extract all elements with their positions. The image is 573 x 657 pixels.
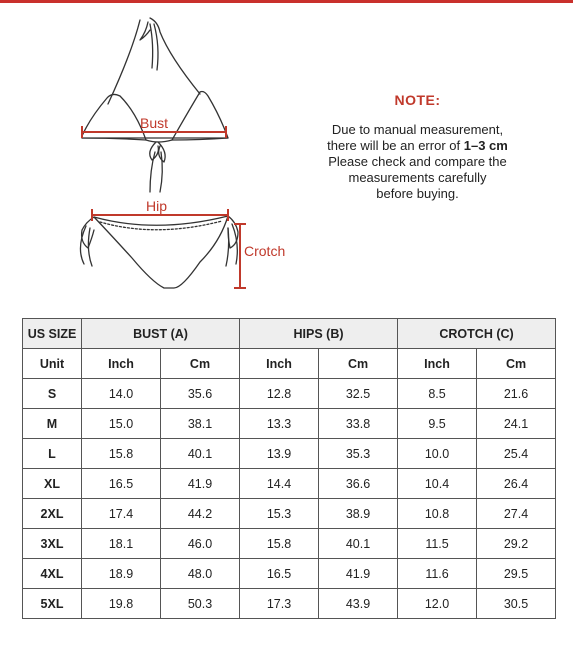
note-line-1: Due to manual measurement, [331,122,504,137]
value-cell: 15.8 [82,439,161,469]
value-cell: 14.0 [82,379,161,409]
value-cell: 43.9 [319,589,398,619]
value-cell: 8.5 [398,379,477,409]
value-cell: 46.0 [161,529,240,559]
value-cell: 11.5 [398,529,477,559]
value-cell: 40.1 [161,439,240,469]
size-cell: M [23,409,82,439]
crotch-label: Crotch [244,243,286,259]
value-cell: 17.3 [240,589,319,619]
value-cell: 30.5 [477,589,556,619]
table-row [23,499,556,529]
value-cell: 29.2 [477,529,556,559]
note-body [300,122,535,202]
value-cell: 21.6 [477,379,556,409]
table-row [23,529,556,559]
note-block [300,92,535,202]
value-cell: 13.3 [240,409,319,439]
value-cell: 25.4 [477,439,556,469]
us-size-header: US SIZE [23,319,82,349]
value-cell: 36.6 [319,469,398,499]
value-cell: 29.5 [477,559,556,589]
value-cell: 35.3 [319,439,398,469]
unit-cell: Cm [319,349,398,379]
hips-group-header: HIPS (B) [240,319,398,349]
hip-label: Hip [146,198,168,214]
value-cell: 40.1 [319,529,398,559]
size-cell: XL [23,469,82,499]
bikini-illustration [60,12,300,297]
note-error-range: 1–3 cm [463,138,508,153]
value-cell: 32.5 [319,379,398,409]
value-cell: 38.9 [319,499,398,529]
value-cell: 14.4 [240,469,319,499]
value-cell: 41.9 [161,469,240,499]
value-cell: 15.0 [82,409,161,439]
unit-header: Unit [23,349,82,379]
bust-group-header: BUST (A) [82,319,240,349]
value-cell: 12.8 [240,379,319,409]
value-cell: 16.5 [82,469,161,499]
size-chart-table [22,318,556,619]
size-cell: L [23,439,82,469]
value-cell: 17.4 [82,499,161,529]
left-strap [108,20,140,104]
value-cell: 15.3 [240,499,319,529]
unit-header-row [23,349,556,379]
size-cell: S [23,379,82,409]
unit-cell: Inch [82,349,161,379]
left-cup [82,94,146,140]
value-cell: 26.4 [477,469,556,499]
value-cell: 10.4 [398,469,477,499]
bottom-piece [94,216,228,288]
value-cell: 48.0 [161,559,240,589]
table-row [23,589,556,619]
value-cell: 12.0 [398,589,477,619]
value-cell: 27.4 [477,499,556,529]
value-cell: 38.1 [161,409,240,439]
unit-cell: Inch [240,349,319,379]
bust-label: Bust [140,115,169,131]
note-line-5: before buying. [376,186,459,201]
note-line-4: measurements carefully [348,170,487,185]
value-cell: 11.6 [398,559,477,589]
size-cell: 2XL [23,499,82,529]
note-title: NOTE: [394,92,441,108]
value-cell: 41.9 [319,559,398,589]
value-cell: 16.5 [240,559,319,589]
value-cell: 13.9 [240,439,319,469]
value-cell: 50.3 [161,589,240,619]
group-header-row [23,319,556,349]
value-cell: 19.8 [82,589,161,619]
table-row [23,439,556,469]
value-cell: 10.0 [398,439,477,469]
value-cell: 9.5 [398,409,477,439]
value-cell: 18.1 [82,529,161,559]
size-rows [23,379,556,619]
note-line-2: there will be an error of 1–3 cm [327,138,508,153]
top-accent-line [0,0,573,3]
table-row [23,469,556,499]
value-cell: 33.8 [319,409,398,439]
crotch-group-header: CROTCH (C) [398,319,556,349]
unit-cell: Cm [161,349,240,379]
value-cell: 15.8 [240,529,319,559]
value-cell: 44.2 [161,499,240,529]
size-cell: 5XL [23,589,82,619]
table-row [23,559,556,589]
unit-cell: Cm [477,349,556,379]
value-cell: 18.9 [82,559,161,589]
table-row [23,379,556,409]
unit-cell: Inch [398,349,477,379]
size-cell: 3XL [23,529,82,559]
note-line-3: Please check and compare the [328,154,507,169]
value-cell: 35.6 [161,379,240,409]
value-cell: 10.8 [398,499,477,529]
table-row [23,409,556,439]
size-cell: 4XL [23,559,82,589]
value-cell: 24.1 [477,409,556,439]
